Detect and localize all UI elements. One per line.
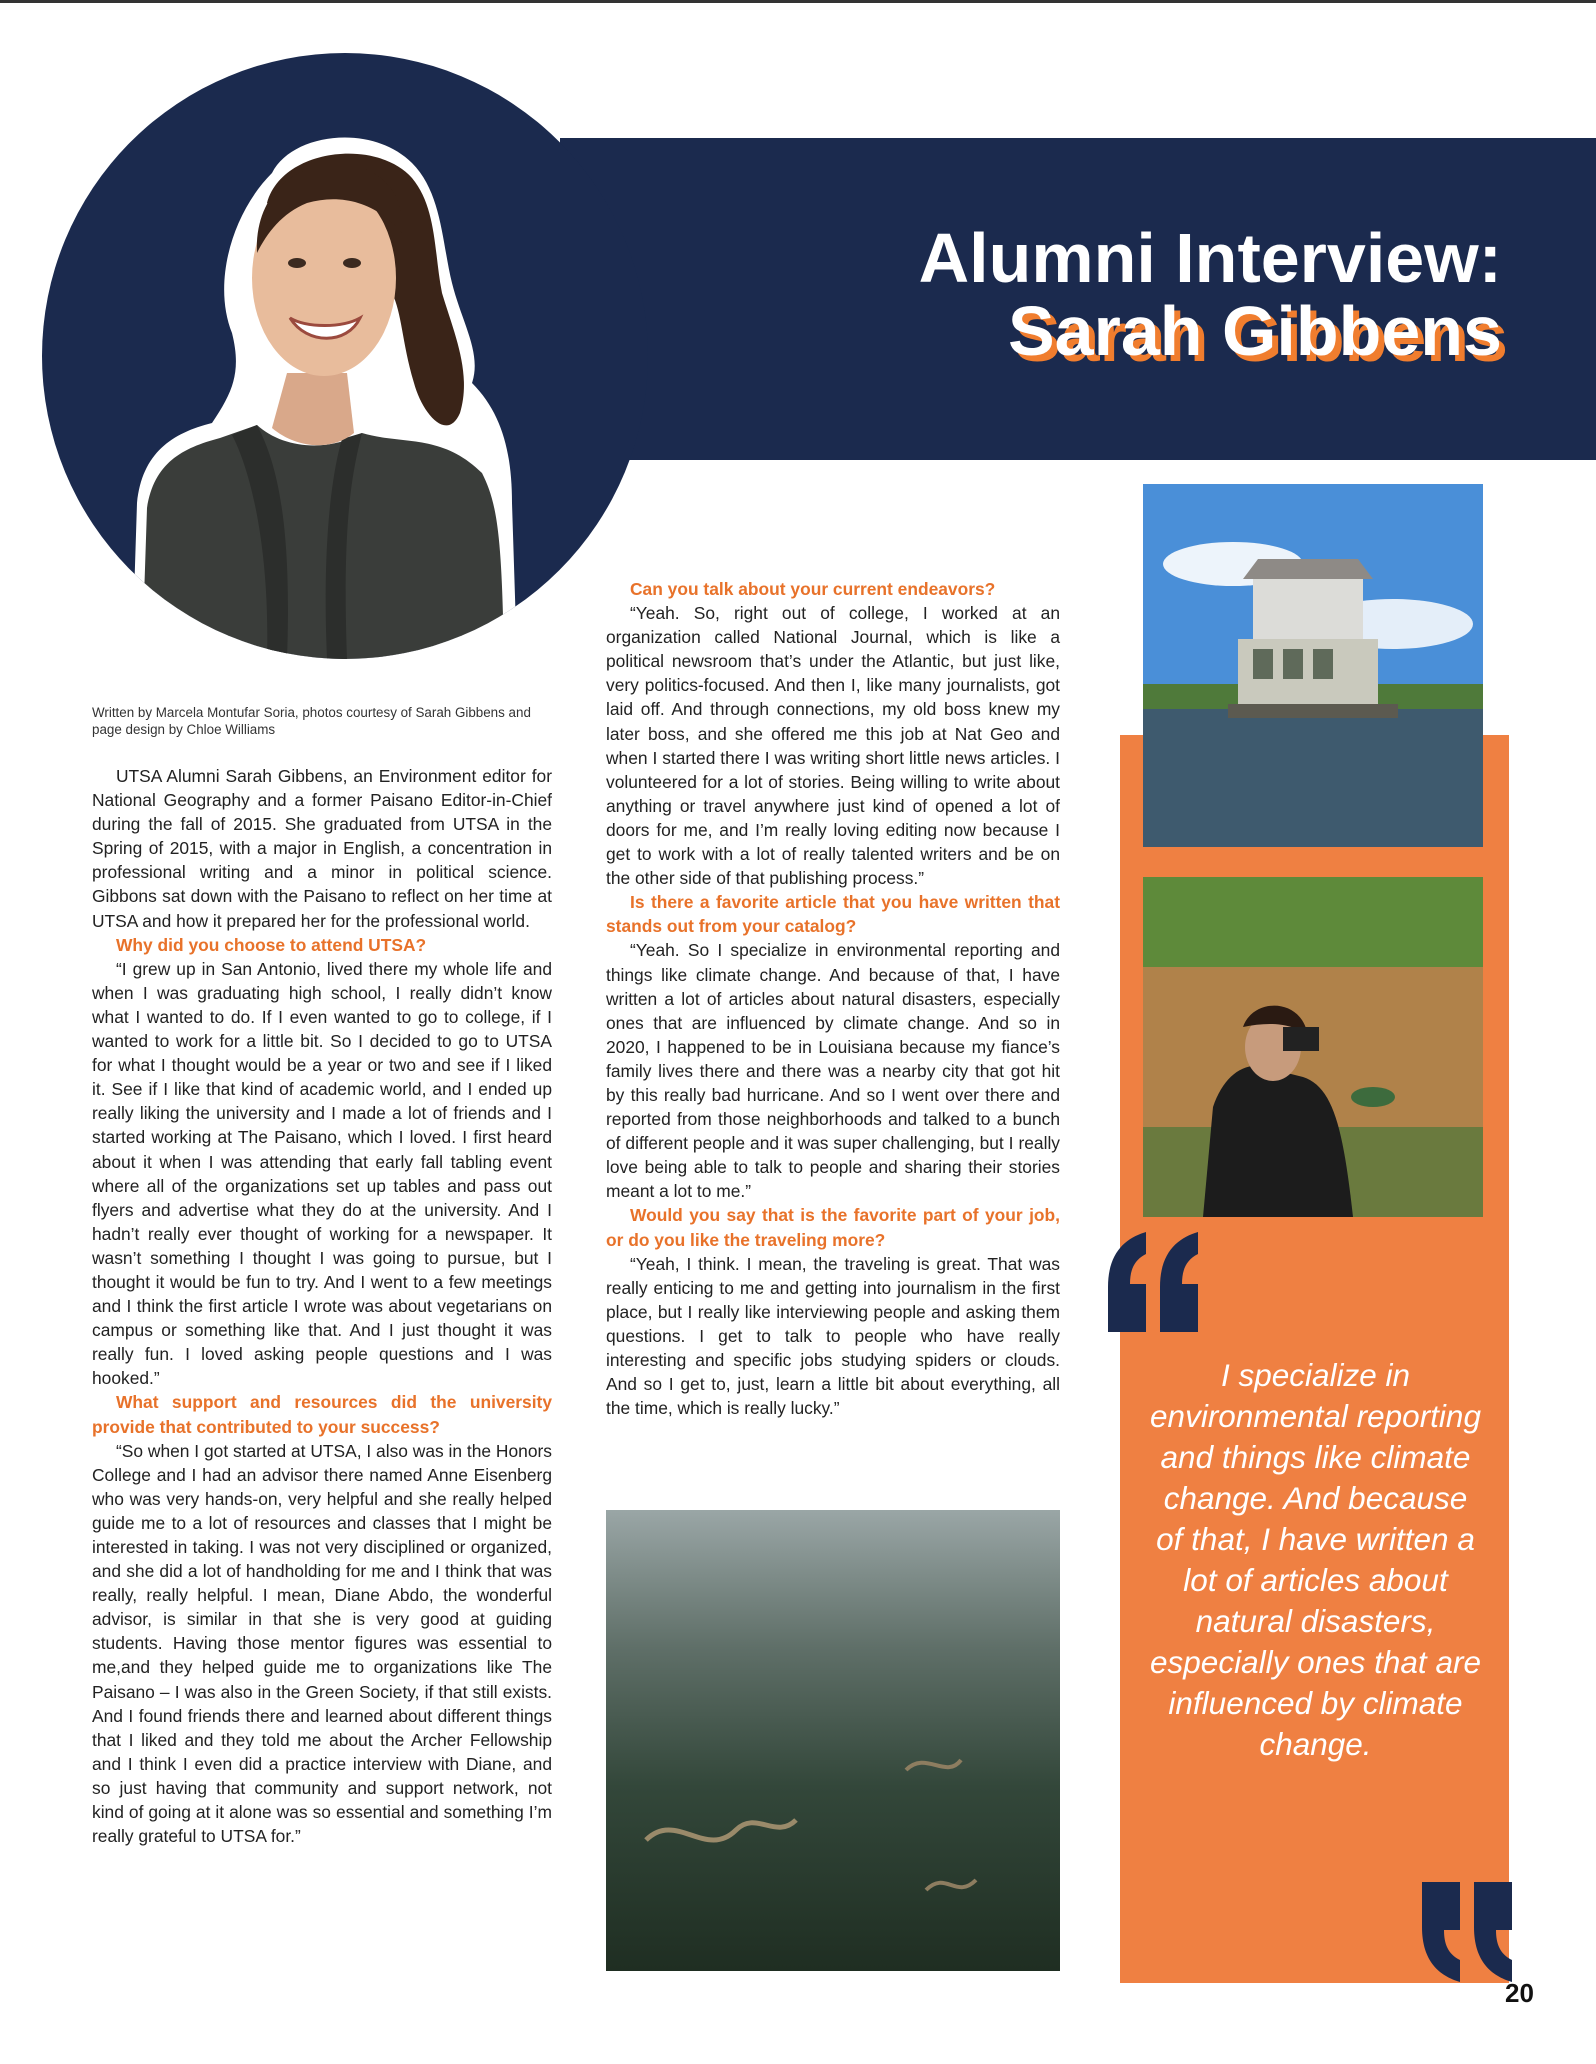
byline-credit: Written by Marcela Montufar Soria, photos courtesy of Sarah Gibbens and page design by Chloe Williams — [92, 705, 531, 737]
article-column-1 — [92, 764, 552, 1848]
stilt-house-photo — [1143, 484, 1483, 847]
answer-paragraph: “Yeah. So I specialize in environmental reporting and things like climate change. And because of that, I have written a lot of articles about natural disasters, especially ones that are influenced by climate change. And so in 2020, I happened to be in Louisiana because my fiance’s family lives there and there was a nearby city that got hit by this really bad hurricane. And so I went over there and reported from those neighborhoods and talked to a bunch of different people and it was super challenging, but I really love being able to talk to people and sharing their stories meant a lot to me.” — [606, 940, 1060, 1202]
page-number: 20 — [1505, 1978, 1534, 2008]
answer-paragraph: “Yeah. So, right out of college, I worked at an organization called National Journal, which is like a political newsroom that’s under the Atlantic, but just like, very politics-focused. And then I, like many journalists, got laid off. And through connections, my old boss knew my later boss, and she offered me this job at Nat Geo and when I started there I was writing short little news articles. I volunteered for a lot of stories. Being willing to write about anything or travel anywhere just kind of opened a lot of doors for me, and I’m really loving editing now because I get to work with a lot of really talented writers and be on the other side of that publishing process.” — [606, 603, 1060, 889]
aerial-forest-photo — [606, 1510, 1060, 1971]
answer-paragraph: “Yeah, I think. I mean, the traveling is great. That was really enticing to me and getting into journalism in the first place, but I really like interviewing people and asking them questions. I get to talk to people who have really interesting and specific jobs studying spiders or clouds. And so I get to, just, learn a little bit about everything, all the time, which is really lucky.” — [606, 1253, 1060, 1419]
close-quote-icon — [1410, 1882, 1522, 1987]
title-line-1: Alumni Interview: — [918, 219, 1502, 297]
portrait-photo — [42, 53, 648, 659]
answer-paragraph: “I grew up in San Antonio, lived there my whole life and when I was graduating high school, I really didn’t know what I wanted to do. If I even wanted to go to college, if I wanted to work for a little bit. So I decided to go to UTSA for what I thought would be a year or two and see if I liked it. See if I like that kind of academic world, and I ended up really liking the university and I made a lot of friends and I started working at The Paisano, which I loved. I first heard about it when I was attending that early fall tabling event where all of the organizations set up tables and pass out flyers and advertise what they do at the university. And I hadn’t really ever thought of working for a newspaper. It wasn’t something I thought I was going to pursue, but I thought it would be fun to try. And I went to a few meetings and I think the first article I wrote was about vegetarians on campus or something like that. And I just thought it was really fun. I loved asking people questions and I was hooked.” — [92, 958, 552, 1389]
answer-paragraph: “So when I got started at UTSA, I also was in the Honors College and I had an advisor there named Anne Eisenberg who was very hands-on, very helpful and she really helped guide me to a lot of resources and classes that I might be interested in taking. I was not very disciplined or organized, and she did a lot of handholding for me and I think that was really, really helpful. I mean, Diane Abdo, the wonderful advisor, is similar in that she is very good at guiding students. Having those mentor figures was essential to me,and they helped guide me to organizations like The Paisano – I was also in the Green Society, if that still exists. And I found friends there and learned about different things that I liked and they told me about the Archer Fellowship and I think I even did a practice interview with Diane, and so just having that community and support network, not kind of going at it alone was so essential and something I’m really grateful to UTSA for.” — [92, 1440, 552, 1847]
title-name: Sarah Gibbens — [1007, 291, 1502, 370]
portrait-circle — [42, 53, 648, 659]
question-heading: Is there a favorite article that you have written that stands out from your catalog? — [606, 892, 1060, 937]
question-heading: What support and resources did the university provide that contributed to your success? — [92, 1392, 552, 1437]
article-column-2 — [606, 577, 1060, 1420]
intro-paragraph: UTSA Alumni Sarah Gibbens, an Environment editor for National Geography and a former Paisano Editor-in-Chief during the fall of 2015. She graduated from UTSA in the Spring of 2015, with a major in English, a concentration in professional writing and a minor in political science. Gibbons sat down with the Paisano to reflect on her time at UTSA and how it prepared her for the professional world. — [92, 766, 552, 931]
question-heading: Can you talk about your current endeavors? — [630, 579, 996, 599]
top-rule — [0, 0, 1596, 3]
question-heading: Would you say that is the favorite part of your job, or do you like the traveling more? — [606, 1205, 1060, 1250]
photographer-photo — [1143, 877, 1483, 1217]
pullquote-text: I specialize in environmental reporting and things like climate change. And because of that, I have written a lot of articles about natural disasters, especially ones that are influenced by climate change. — [1150, 1357, 1481, 1762]
question-heading: Why did you choose to attend UTSA? — [116, 934, 427, 955]
page-title — [918, 219, 1502, 370]
open-quote-icon — [1098, 1232, 1210, 1337]
